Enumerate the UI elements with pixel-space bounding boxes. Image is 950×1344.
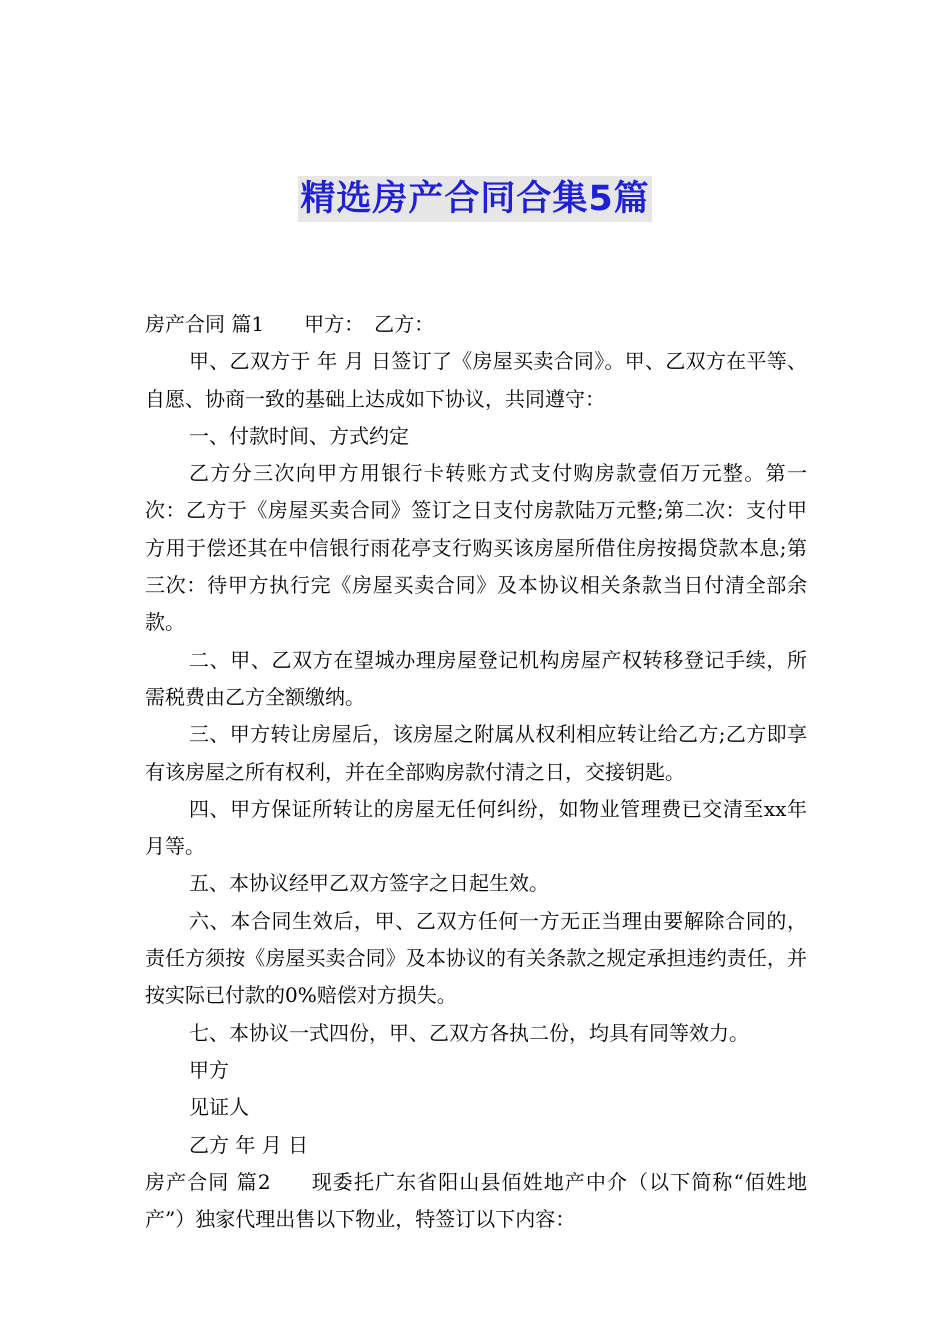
paragraph-clause-4: 四、甲方保证所转让的房屋无任何纠纷，如物业管理费已交清至xx年 月等。	[145, 796, 807, 859]
paragraph-clause-7: 七、本协议一式四份，甲、乙双方各执二份，均具有同等效力。	[189, 1020, 749, 1045]
signature-party-b-date: 乙方 年 月 日	[189, 1132, 309, 1157]
paragraph-payment-terms: 乙方分三次向甲方用银行卡转账方式支付购房款壹佰万元整。第一次：乙方于《房屋买卖合同》签订之日支付房款陆万元整;第二次：支付甲方用于偿还其在中信银行雨花亭支行购买该房屋所借住房按揭贷款本息;第三次：待甲方执行完《房屋买卖合同》及本协议相关条款当日付清全部余款。	[145, 461, 807, 635]
paragraph-clause-3: 三、甲方转让房屋后，该房屋之附属从权利相应转让给乙方;乙方即享有该房屋之所有权利，并在全部购房款付清之日，交接钥匙。	[145, 722, 807, 784]
paragraph-clause-5: 五、本协议经甲乙双方签字之日起生效。	[189, 871, 549, 896]
section1-heading: 房产合同 篇1	[145, 312, 265, 336]
document-body	[145, 306, 807, 1238]
document-title-wrap	[0, 176, 950, 222]
section1-heading-line	[145, 306, 807, 343]
party-b-label: 乙方：	[374, 312, 435, 336]
section2-heading: 房产合同 篇2	[145, 1169, 271, 1194]
section2-text: 现委托广东省阳山县佰姓地产中介（以下简称“佰姓地产”）独家代理出售以下物业，特签订以下内容：	[145, 1169, 807, 1232]
party-a-label: 甲方：	[304, 312, 365, 336]
paragraph-clause-1-heading: 一、付款时间、方式约定	[189, 423, 409, 448]
document-title: 精选房产合同合集5篇	[298, 176, 651, 222]
paragraph-clause-6: 六、本合同生效后，甲、乙双方任何一方无正当理由要解除合同的，责任方须按《房屋买卖合同》及本协议的有关条款之规定承担违约责任，并按实际已付款的0%赔偿对方损失。	[145, 908, 807, 1008]
signature-party-a: 甲方	[189, 1057, 229, 1082]
section2-line	[145, 1164, 807, 1239]
paragraph-clause-2: 二、甲、乙双方在望城办理房屋登记机构房屋产权转移登记手续，所需税费由乙方全额缴纳。	[145, 647, 807, 709]
paragraph-intro: 甲、乙双方于 年 月 日签订了《房屋买卖合同》。甲、乙双方在平等、自愿、协商一致的基础上达成如下协议，共同遵守：	[145, 349, 807, 411]
signature-witness: 见证人	[189, 1095, 249, 1120]
